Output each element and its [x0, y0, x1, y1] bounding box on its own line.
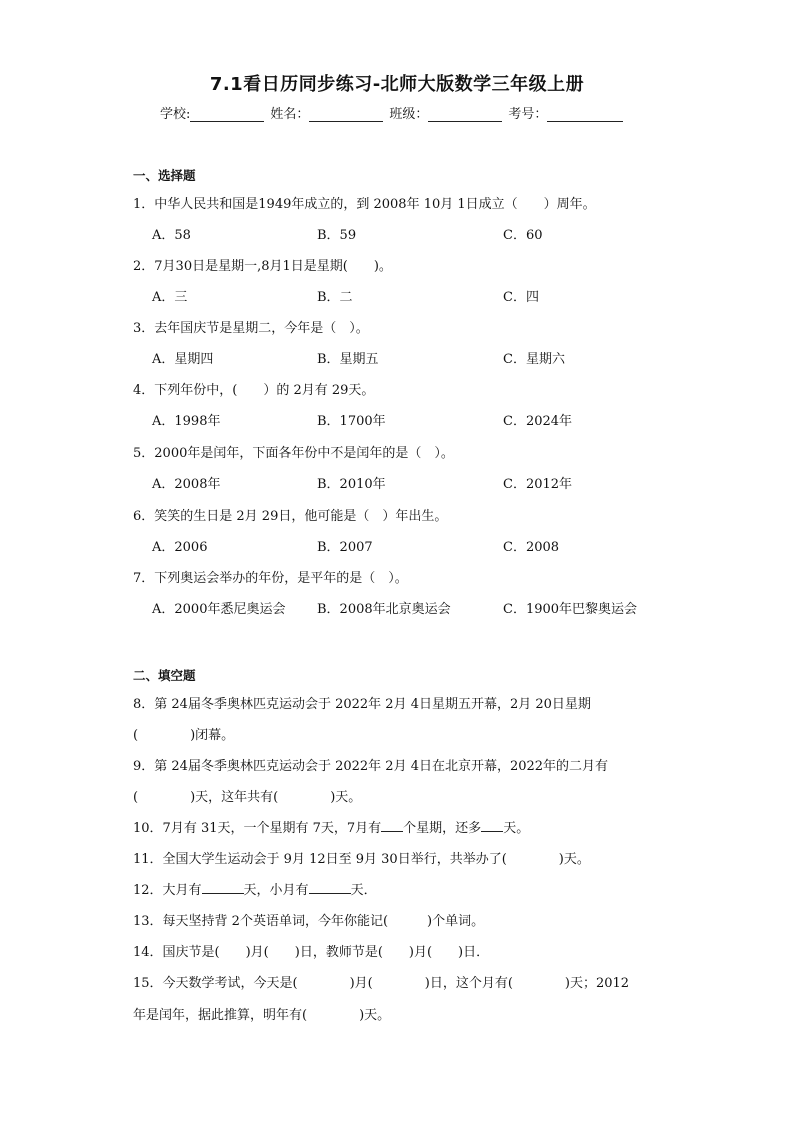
question-9: 9．第 24届冬季奥林匹克运动会于 2022年 2月 4日在北京开幕，2022年的二月有	[133, 759, 609, 774]
question-13: 13．每天坚持背 2个英语单词，今年你能记( )个单词。	[133, 914, 485, 929]
q3-option-a[interactable]: A．星期四	[152, 352, 214, 367]
question-3: 3．去年国庆节是星期二，今年是（ ）。	[133, 321, 369, 336]
q12-text-a: 12．大月有	[133, 883, 202, 898]
student-info-row	[160, 103, 623, 122]
page-title: 7.1看日历同步练习-北师大版数学三年级上册	[209, 74, 585, 95]
question-9-cont: ( )天，这年共有( )天。	[133, 790, 362, 805]
q3-option-b[interactable]: B．星期五	[317, 352, 379, 367]
question-14: 14．国庆节是( )月( )日，教师节是( )月( )日．	[133, 945, 490, 960]
q4-option-a[interactable]: A．1998年	[152, 414, 221, 429]
question-1: 1．中华人民共和国是1949年成立的，到 2008年 10月 1日成立（ ）周年。	[133, 197, 596, 212]
q6-option-c[interactable]: C．2008	[503, 540, 560, 555]
q4-option-c[interactable]: C．2024年	[503, 414, 573, 429]
question-10	[133, 817, 529, 836]
q2-option-c[interactable]: C．四	[503, 290, 539, 305]
name-field[interactable]	[309, 107, 383, 122]
q7-option-c[interactable]: C．1900年巴黎奥运会	[503, 602, 638, 617]
question-15: 15．今天数学考试，今天是( )月( )日，这个月有( )天；2012	[133, 976, 630, 991]
q2-option-a[interactable]: A．三	[152, 290, 188, 305]
q10-text-c: 天。	[503, 821, 530, 836]
q1-option-c[interactable]: C．60	[503, 228, 543, 243]
class-label: 班级：	[389, 107, 429, 122]
q12-blank-big-month[interactable]	[202, 881, 244, 894]
question-12	[133, 879, 377, 898]
q12-text-c: 天．	[350, 883, 377, 898]
question-8: 8．第 24届冬季奥林匹克运动会于 2022年 2月 4日星期五开幕，2月 20日星期	[133, 697, 591, 712]
q12-text-b: 天，小月有	[243, 883, 309, 898]
name-label: 姓名：	[270, 107, 310, 122]
question-7: 7．下列奥运会举办的年份，是平年的是（ ）。	[133, 571, 408, 586]
q10-blank-weeks[interactable]	[381, 819, 403, 832]
q12-blank-small-month[interactable]	[309, 881, 351, 894]
class-field[interactable]	[428, 107, 502, 122]
question-2: 2．7月30日是星期一,8月1日是星期( )。	[133, 259, 392, 274]
question-15-cont: 年是闰年，据此推算，明年有( )天。	[133, 1008, 391, 1023]
q2-option-b[interactable]: B．二	[317, 290, 353, 305]
q5-option-b[interactable]: B．2010年	[317, 477, 386, 492]
q1-option-b[interactable]: B．59	[317, 228, 357, 243]
q10-text-a: 10．7月有 31天，一个星期有 7天，7月有	[133, 821, 382, 836]
exam-no-label: 考号：	[508, 107, 548, 122]
q7-option-a[interactable]: A．2000年悉尼奥运会	[152, 602, 286, 617]
q4-option-b[interactable]: B．1700年	[317, 414, 386, 429]
question-11: 11．全国大学生运动会于 9月 12日至 9月 30日举行，共举办了( )天。	[133, 852, 590, 867]
q5-option-a[interactable]: A．2008年	[152, 477, 221, 492]
section-heading-choice: 一、选择题	[133, 168, 196, 183]
question-4: 4．下列年份中，( ）的 2月有 29天。	[133, 383, 375, 398]
q3-option-c[interactable]: C．星期六	[503, 352, 565, 367]
school-label: 学校:	[160, 107, 191, 122]
q6-option-a[interactable]: A．2006	[152, 540, 208, 555]
q10-blank-days[interactable]	[481, 819, 503, 832]
q6-option-b[interactable]: B．2007	[317, 540, 373, 555]
question-5: 5．2000年是闰年，下面各年份中不是闰年的是（ ）。	[133, 446, 454, 461]
exam-no-field[interactable]	[547, 107, 623, 122]
question-6: 6．笑笑的生日是 2月 29日，他可能是（ ）年出生。	[133, 509, 448, 524]
q10-text-b: 个星期，还多	[403, 821, 482, 836]
school-field[interactable]	[190, 107, 264, 122]
q7-option-b[interactable]: B．2008年北京奥运会	[317, 602, 451, 617]
section-heading-fill: 二、填空题	[133, 668, 196, 683]
q5-option-c[interactable]: C．2012年	[503, 477, 573, 492]
q1-option-a[interactable]: A．58	[152, 228, 191, 243]
question-8-cont: ( )闭幕。	[133, 728, 235, 743]
